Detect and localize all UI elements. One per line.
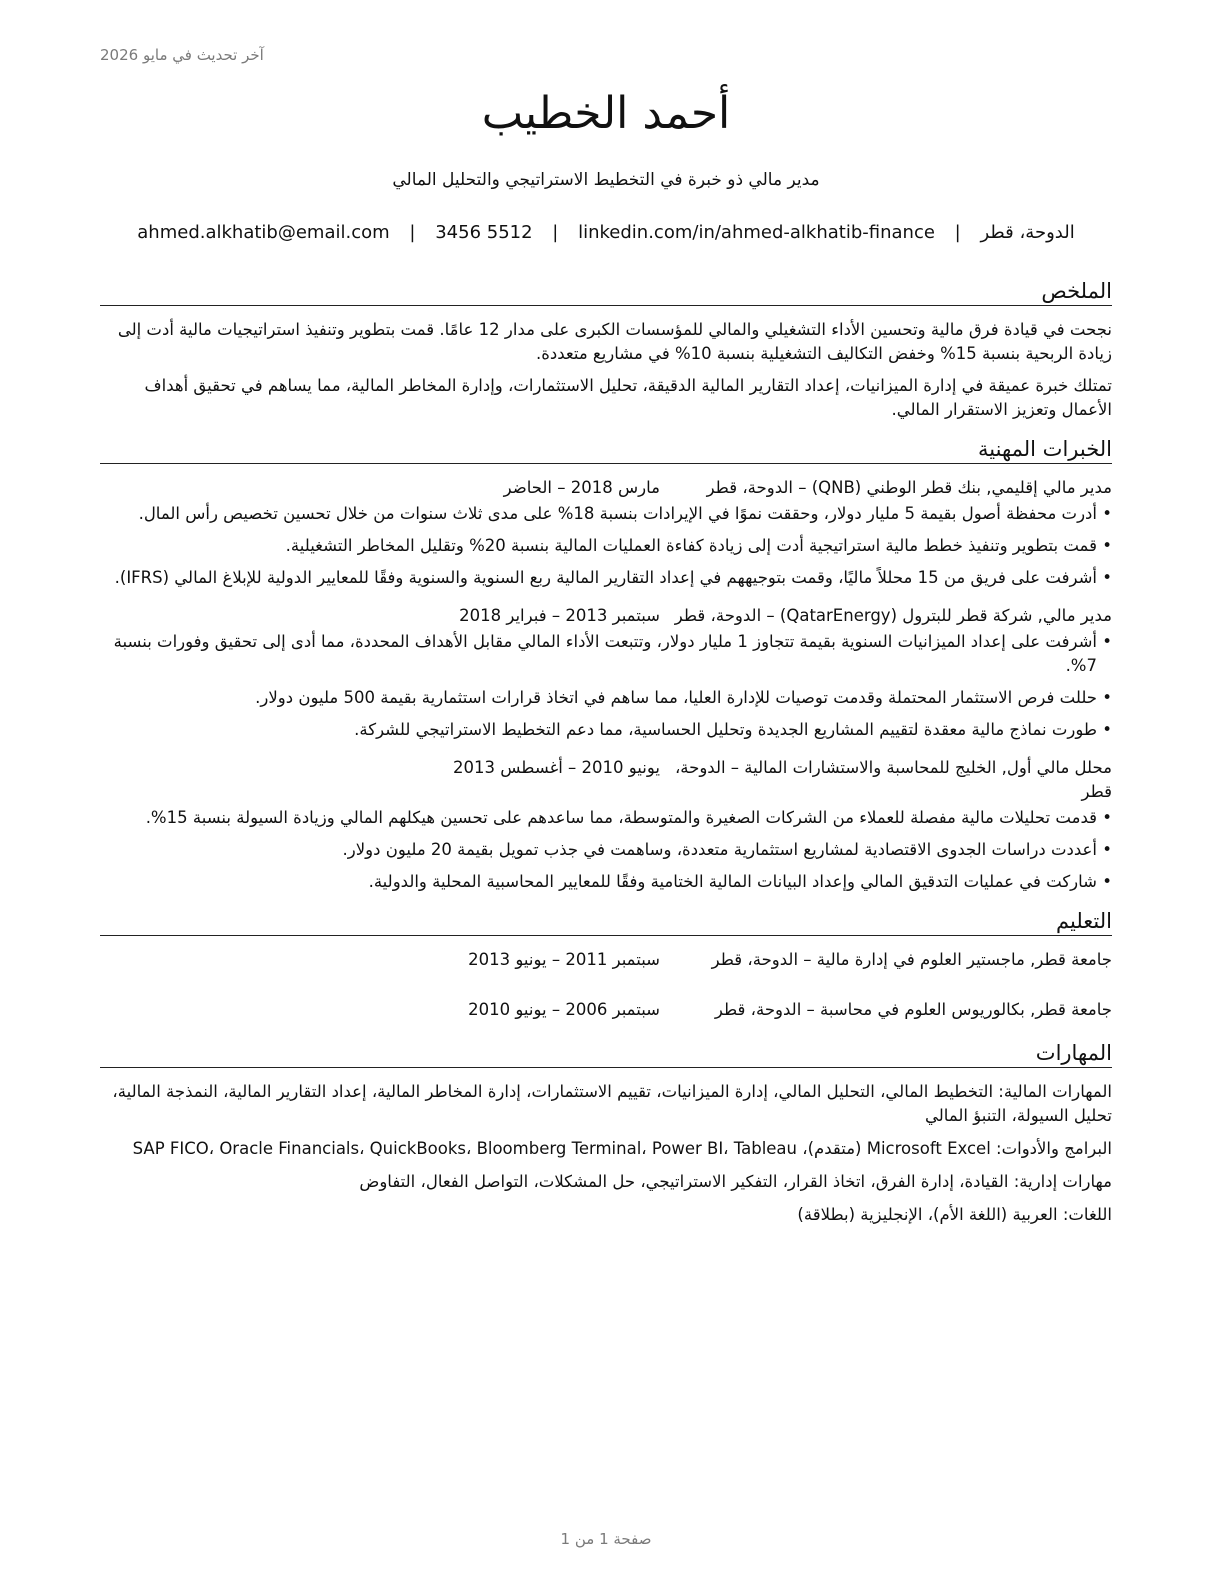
page-number: صفحة 1 من 1	[560, 1530, 652, 1548]
job-bullet-text: طورت نماذج مالية معقدة لتقييم المشاريع الجديدة وتحليل الحساسية، مما دعم التخطيط الاستراتيجي للشركة.	[354, 720, 1097, 739]
bullet-icon: •	[1102, 688, 1112, 707]
job-bullet-text: أعددت دراسات الجدوى الاقتصادية لمشاريع استثمارية متعددة، وساهمت في جذب تمويل بقيمة 20 مليون دولار.	[342, 840, 1097, 859]
contact-separator: |	[409, 222, 416, 243]
bullet-icon: •	[1102, 808, 1112, 827]
job-bullet	[100, 566, 1112, 590]
job-header	[100, 604, 1112, 628]
education-section	[100, 908, 1112, 1022]
job-bullet-text: أدرت محفظة أصول بقيمة 5 مليار دولار، وحققت نموًا في الإيرادات بنسبة 18% على مدى ثلاث سنوات من خلال تحسين تخصيص رأس المال.	[138, 504, 1097, 523]
education-entry	[100, 998, 1112, 1022]
job-entry	[100, 756, 1112, 894]
summary-paragraph: تمتلك خبرة عميقة في إدارة الميزانيات، إعداد التقارير المالية الدقيقة، تحليل الاستثمارات، وإدارة المخاطر المالية، مما يساهم في تحقيق أهداف الأعمال وتعزيز الاستقرار المالي.	[144, 376, 1112, 419]
job-dates: يونيو 2010 – أغسطس 2013	[453, 758, 660, 777]
job-entry	[100, 476, 1112, 590]
job-entry	[100, 604, 1112, 742]
job-bullet-text: قمت بتطوير وتنفيذ خطط مالية استراتيجية أدت إلى زيادة كفاءة العمليات المالية بنسبة 20% وتقليل المخاطر التشغيلية.	[285, 536, 1097, 555]
contact-separator: |	[552, 222, 559, 243]
job-bullet	[100, 718, 1112, 742]
job-bullets	[100, 502, 1112, 590]
job-bullet	[100, 534, 1112, 558]
education-dates: سبتمبر 2006 – يونيو 2010	[468, 1000, 660, 1019]
candidate-name: أحمد الخطيب	[481, 88, 731, 139]
job-bullet-text: حللت فرص الاستثمار المحتملة وقدمت توصيات للإدارة العليا، مما ساهم في اتخاذ قرارات استثمارية بقيمة 500 مليون دولار.	[255, 688, 1097, 707]
section-title-skills: المهارات	[100, 1040, 1112, 1068]
skills-line: مهارات إدارية: القيادة، إدارة الفرق، اتخاذ القرار، التفكير الاستراتيجي، حل المشكلات، التواصل الفعال، التفاوض	[359, 1172, 1112, 1191]
contact-email[interactable]: ahmed.alkhatib@email.com	[137, 222, 390, 243]
job-bullet	[100, 838, 1112, 862]
resume-page	[100, 0, 1112, 1584]
candidate-tagline: مدير مالي ذو خبرة في التخطيط الاستراتيجي والتحليل المالي	[392, 170, 820, 190]
job-bullet-text: أشرفت على إعداد الميزانيات السنوية بقيمة تتجاوز 1 مليار دولار، وتتبعت الأداء المالي مقابل الأهداف المحددة، مما أدى إلى تحقيق وفورات بنسبة 7%.	[113, 632, 1097, 675]
section-title-education: التعليم	[100, 908, 1112, 936]
education-degree: جامعة قطر, بكالوريوس العلوم في محاسبة – الدوحة، قطر	[714, 1000, 1112, 1019]
summary-section	[100, 278, 1112, 422]
job-header	[100, 476, 1112, 500]
job-dates: مارس 2018 – الحاضر	[503, 478, 660, 497]
job-title: مدير مالي إقليمي, بنك قطر الوطني (QNB) – الدوحة، قطر	[706, 478, 1112, 497]
last-updated-note: آخر تحديث في مايو 2026	[100, 46, 264, 64]
bullet-icon: •	[1102, 568, 1112, 587]
contact-line	[100, 222, 1112, 243]
contact-location: الدوحة، قطر	[980, 222, 1075, 243]
job-bullet-text: أشرفت على فريق من 15 محللاً ماليًا، وقمت بتوجيههم في إعداد التقارير المالية ربع السنوية والسنوية وفقًا للمعايير الدولية للإبلاغ المالي (IFRS).	[114, 568, 1097, 587]
job-header	[100, 756, 1112, 804]
bullet-icon: •	[1102, 840, 1112, 859]
job-bullet-text: قدمت تحليلات مالية مفصلة للعملاء من الشركات الصغيرة والمتوسطة، مما ساعدهم على تحسين هيكلهم المالي وزيادة السيولة بنسبة 15%.	[145, 808, 1097, 827]
job-title: محلل مالي أول, الخليج للمحاسبة والاستشارات المالية – الدوحة، قطر	[674, 758, 1112, 801]
experience-section	[100, 436, 1112, 894]
education-degree: جامعة قطر, ماجستير العلوم في إدارة مالية – الدوحة، قطر	[711, 950, 1112, 969]
summary-paragraph: نجحت في قيادة فرق مالية وتحسين الأداء التشغيلي والمالي للمؤسسات الكبرى على مدار 12 عامًا. قمت بتطوير وتنفيذ استراتيجيات مالية أدت إلى زيادة الربحية بنسبة 15% وخفض التكاليف التشغيلية بنسبة 10% في مشاريع متعددة.	[117, 320, 1112, 363]
bullet-icon: •	[1102, 872, 1112, 891]
education-entry	[100, 948, 1112, 972]
bullet-icon: •	[1102, 504, 1112, 523]
contact-linkedin[interactable]: linkedin.com/in/ahmed-alkhatib-finance	[578, 222, 935, 243]
job-dates: سبتمبر 2013 – فبراير 2018	[459, 606, 660, 625]
section-title-experience: الخبرات المهنية	[100, 436, 1112, 464]
job-bullet	[100, 630, 1112, 678]
skills-line: المهارات المالية: التخطيط المالي، التحليل المالي، إدارة الميزانيات، تقييم الاستثمارات، إدارة المخاطر المالية، إعداد التقارير المالية، النمذجة المالية، تحليل السيولة، التنبؤ المالي	[112, 1082, 1112, 1125]
job-bullet	[100, 502, 1112, 526]
job-bullet	[100, 870, 1112, 894]
job-bullets	[100, 806, 1112, 894]
job-bullet	[100, 686, 1112, 710]
contact-phone[interactable]: 3456 5512	[435, 222, 533, 243]
job-title: مدير مالي, شركة قطر للبترول (QatarEnergy) – الدوحة، قطر	[674, 606, 1112, 625]
bullet-icon: •	[1102, 536, 1112, 555]
section-title-summary: الملخص	[100, 278, 1112, 306]
job-bullet-text: شاركت في عمليات التدقيق المالي وإعداد البيانات المالية الختامية وفقًا للمعايير المحاسبية المحلية والدولية.	[368, 872, 1097, 891]
bullet-icon: •	[1102, 720, 1112, 739]
skills-line: اللغات: العربية (اللغة الأم)، الإنجليزية (بطلاقة)	[797, 1205, 1112, 1224]
job-bullet	[100, 806, 1112, 830]
job-bullets	[100, 630, 1112, 742]
education-dates: سبتمبر 2011 – يونيو 2013	[468, 950, 660, 969]
skills-section	[100, 1040, 1112, 1227]
contact-separator: |	[954, 222, 961, 243]
skills-line: البرامج والأدوات: Microsoft Excel (متقدم)، SAP FICO، Oracle Financials، QuickBooks، Bloomberg Terminal، Power BI، Tableau	[132, 1139, 1112, 1158]
bullet-icon: •	[1102, 632, 1112, 651]
resume-content	[100, 278, 1112, 1236]
